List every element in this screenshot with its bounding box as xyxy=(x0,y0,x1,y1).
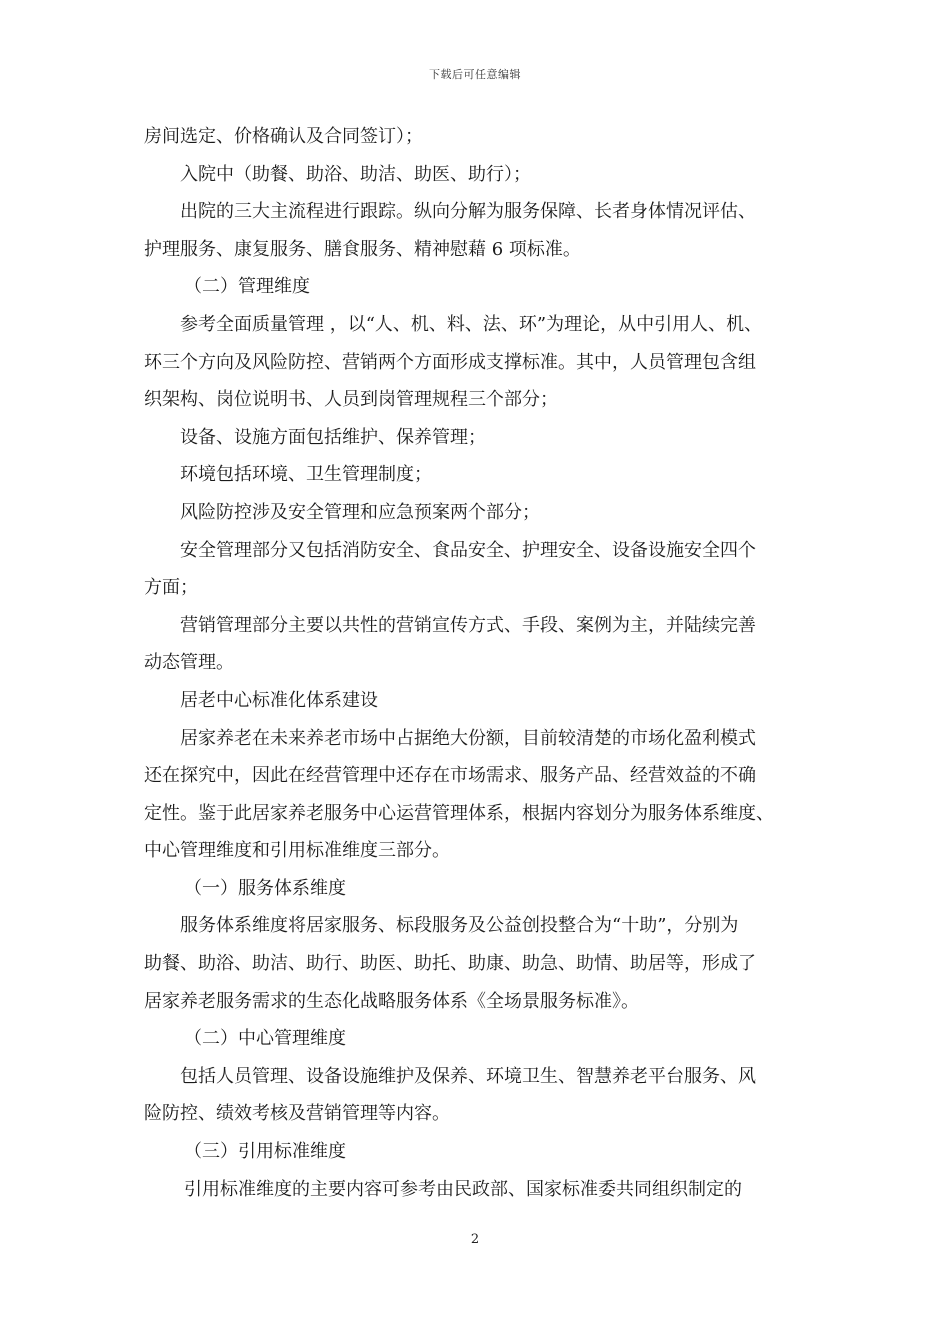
paragraph-line: 引用标准维度的主要内容可参考由民政部、国家标准委共同组织制定的 xyxy=(184,1178,742,1200)
paragraph-line: 还在探究中，因此在经营管理中还存在市场需求、服务产品、经营效益的不确 xyxy=(144,765,756,787)
paragraph-line: 中心管理维度和引用标准维度三部分。 xyxy=(144,840,450,862)
document-body xyxy=(144,118,812,1208)
paragraph-line: 营销管理部分主要以共性的营销宣传方式、手段、案例为主，并陆续完善 xyxy=(180,614,756,636)
paragraph-line: 包括人员管理、设备设施维护及保养、环境卫生、智慧养老平台服务、风 xyxy=(180,1065,756,1087)
section-heading: （二）管理维度 xyxy=(184,276,310,298)
paragraph-line: 出院的三大主流程进行跟踪。纵向分解为服务保障、长者身体情况评估、 xyxy=(180,201,756,223)
paragraph-line: 居家养老服务需求的生态化战略服务体系《全场景服务标准》。 xyxy=(144,990,639,1012)
paragraph-line: 设备、设施方面包括维护、保养管理； xyxy=(180,426,486,448)
page-number: 2 xyxy=(470,1232,480,1247)
section-heading: （一）服务体系维度 xyxy=(184,877,346,899)
paragraph-line: 环境包括环境、卫生管理制度； xyxy=(180,464,432,486)
page-header-note: 下载后可任意编辑 xyxy=(429,68,521,81)
paragraph-line: 风险防控涉及安全管理和应急预案两个部分； xyxy=(180,501,540,523)
paragraph-line: 方面； xyxy=(144,577,198,599)
paragraph-line: 助餐、助浴、助洁、助行、助医、助托、助康、助急、助情、助居等，形成了 xyxy=(144,953,756,975)
section-heading: 居老中心标准化体系建设 xyxy=(180,689,378,711)
paragraph-line: 环三个方向及风险防控、营销两个方面形成支撑标准。其中，人员管理包含组 xyxy=(144,351,756,373)
section-heading: （三）引用标准维度 xyxy=(184,1141,346,1163)
paragraph-line: 入院中（助餐、助浴、助洁、助医、助行）； xyxy=(180,163,531,185)
paragraph-line: 定性。鉴于此居家养老服务中心运营管理体系，根据内容划分为服务体系维度、 xyxy=(144,802,774,824)
paragraph-line: 安全管理部分又包括消防安全、食品安全、护理安全、设备设施安全四个 xyxy=(180,539,756,561)
paragraph-line: 房间选定、价格确认及合同签订）； xyxy=(144,126,423,147)
paragraph-line: 服务体系维度将居家服务、标段服务及公益创投整合为“十助”，分别为 xyxy=(180,915,739,937)
paragraph-line: 参考全面质量管理 ，以“人、机、料、法、环”为理论，从中引用人、机、 xyxy=(180,313,763,335)
paragraph-line: 织架构、岗位说明书、人员到岗管理规程三个部分； xyxy=(144,389,558,411)
paragraph-line: 护理服务、康复服务、膳食服务、精神慰藉 6 项标准。 xyxy=(144,238,581,260)
paragraph-line: 险防控、绩效考核及营销管理等内容。 xyxy=(144,1103,450,1125)
paragraph-line: 居家养老在未来养老市场中占据绝大份额，目前较清楚的市场化盈利模式 xyxy=(180,727,756,749)
paragraph-line: 动态管理。 xyxy=(144,652,234,674)
section-heading: （二）中心管理维度 xyxy=(184,1028,346,1050)
